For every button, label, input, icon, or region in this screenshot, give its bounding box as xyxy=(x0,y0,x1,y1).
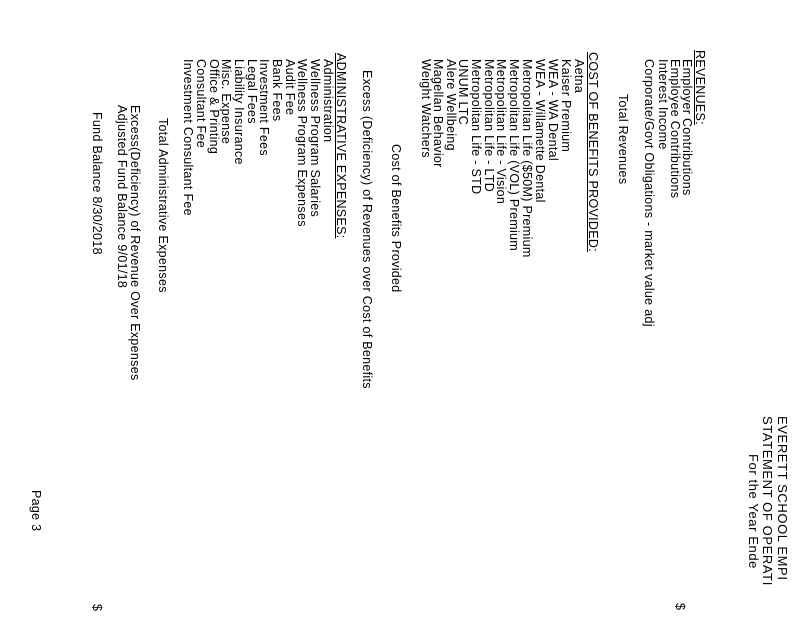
adjusted-fund-balance-label: Adjusted Fund Balance 9/01/18 xyxy=(115,105,129,289)
benefit-item: Kaiser Premium xyxy=(559,59,573,153)
admin-item: Consultant Fee xyxy=(194,59,208,148)
benefit-item: Metropolitan Life - Vision xyxy=(494,59,508,205)
benefit-item: WEA - WA Dental xyxy=(546,59,560,161)
admin-item: Legal Fees xyxy=(245,59,259,124)
revenue-item: Corporate/Govt Obligations - market value adj xyxy=(642,59,656,327)
admin-item: Office & Printing xyxy=(207,59,221,155)
admin-heading: ADMINISTRATIVE EXPENSES: xyxy=(334,53,348,239)
revenues-heading: REVENUES: xyxy=(693,50,707,125)
benefit-item: Aetna xyxy=(572,59,586,94)
benefits-excess-label: Excess (Deficiency) of Revenues over Cost of Benefits xyxy=(360,70,374,389)
admin-item: Misc. Expense xyxy=(219,59,233,145)
benefit-item: WEA - Willamette Dental xyxy=(533,59,547,203)
admin-item: Investment Fees xyxy=(257,59,271,156)
period-title: For the Year Ende xyxy=(746,454,761,569)
fund-balance-label: Fund Balance 8/30/2018 xyxy=(90,112,104,255)
admin-item: Investment Consultant Fee xyxy=(181,59,195,216)
total-revenues-label: Total Revenues xyxy=(616,94,630,185)
benefit-item: Metropolitan Life - LTD xyxy=(482,59,496,193)
admin-item: Liability Insurance xyxy=(232,59,246,165)
page-number: Page 3 xyxy=(29,490,43,532)
benefit-item: Metropolitan Life ($50M) Premium xyxy=(520,59,534,258)
admin-item: Wellness Program Expenses xyxy=(295,59,309,227)
benefit-item: Metropolitan Life (VOL) Premium xyxy=(507,59,521,252)
benefit-item: Alere Wellbeing xyxy=(444,59,458,151)
currency-symbol: $ xyxy=(673,603,687,611)
currency-symbol: $ xyxy=(90,604,104,612)
benefit-item: Magellan Behavior xyxy=(431,59,445,168)
revenue-item: Employer Contributions xyxy=(680,59,694,196)
admin-item: Bank Fees xyxy=(270,59,284,122)
benefit-item: UNUM LTC xyxy=(456,59,470,126)
benefit-item: Metropolitan Life - STD xyxy=(469,59,483,195)
benefits-heading: COST OF BENEFITS PROVIDED: xyxy=(586,52,600,252)
benefit-item: Weight Watchers xyxy=(419,59,433,158)
admin-total-label: Total Administrative Expenses xyxy=(156,118,170,293)
admin-item: Administration xyxy=(321,59,335,143)
admin-item: Wellness Program Salaries xyxy=(308,59,322,218)
excess-revenue-label: Excess(Deficiency) of Revenue Over Expenses xyxy=(128,105,142,381)
org-title: EVERETT SCHOOL EMPI xyxy=(775,416,790,581)
benefits-total-label: Cost of Benefits Provided xyxy=(389,144,403,293)
statement-title: STATEMENT OF OPERATI xyxy=(760,416,775,586)
revenue-item: Employee Contributions xyxy=(668,59,682,199)
admin-item: Audit Fee xyxy=(283,59,297,116)
revenue-item: Interest Income xyxy=(656,59,670,150)
